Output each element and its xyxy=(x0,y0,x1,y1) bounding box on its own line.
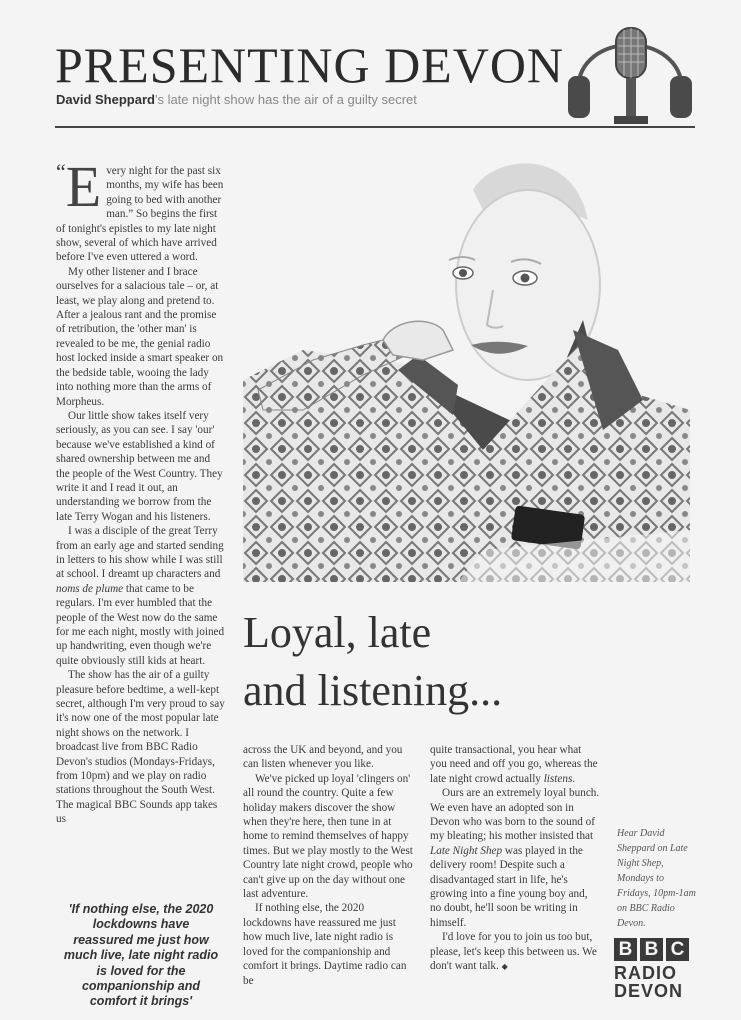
paragraph-text: was played in the delivery room! Despite such a disadvantaged start in life, he's growing into a fine young boy and, no doubt, he'll soon be writing in himself. xyxy=(430,844,588,929)
italic-text: Late Night Shep xyxy=(430,844,503,857)
standfirst-text: 's late night show has the air of a guilty secret xyxy=(154,92,417,107)
italic-text: noms de plume xyxy=(56,582,124,595)
drop-cap-group xyxy=(56,154,102,219)
drop-cap: E xyxy=(65,154,102,219)
bbc-block-letter: B xyxy=(614,938,637,961)
article-column-3 xyxy=(430,743,600,975)
article-paragraph xyxy=(430,743,600,786)
article-paragraph xyxy=(430,930,600,974)
headphones-microphone-icon xyxy=(566,10,694,128)
paragraph-text: very night for the past six months, my wife has been going to bed with another man.” So begins the first of tonight's epistles to my late night show, several of which have arrived before I've even uttered a word. xyxy=(56,165,224,264)
page-title: PRESENTING DEVON xyxy=(55,37,565,93)
bbc-radio-devon-logo xyxy=(614,938,694,1000)
paragraph-text: I was a disciple of the great Terry from an early age and started sending in letters to his show while I was still at school. I dreamt up characters and xyxy=(56,525,224,581)
paragraph-text: that came to be regulars. I'm ever humbled that the people of the West now do the same for me each night, mostly with joined up handwriting, even though we're quite obviously still kids at heart. xyxy=(56,582,225,667)
paragraph-text: . xyxy=(572,772,576,785)
article-paragraph: Our little show takes itself very seriously, as you can see. I say 'our' because we've established a kind of shared ownership between me and the people of the West Country. They write it and I read it out, an understanding we borrow from the late Terry Wogan and his listeners. xyxy=(56,409,223,523)
standfirst xyxy=(56,92,417,107)
presenter-photo xyxy=(243,150,690,582)
bbc-block-letter: C xyxy=(666,938,689,961)
article-paragraph xyxy=(430,786,600,930)
headline-line-2: and listening... xyxy=(243,666,503,715)
article-paragraph: The show has the air of a guilty pleasure before bedtime, a well-kept secret, although I'm very proud to say it's now one of the most popular late night shows on the network. I broadcast live from BBC Radio Devon's studios (Mondays-Fridays, from 10pm) and we play on radio stations throughout the South West. The magical BBC Sounds app takes us xyxy=(56,669,225,826)
article-paragraph xyxy=(56,524,226,668)
headline-line-1: Loyal, late xyxy=(243,608,432,657)
article-paragraph: My other listener and I brace ourselves for a salacious tale – or, at least, we play along and pretend to. After a jealous rant and the promise of retribution, the 'other man' is revealed to be me, the genial radio host locked inside a smart speaker on the bedside table, wooing the lady into nothing more than the arms of Morpheus. xyxy=(56,265,224,408)
end-mark: ◆ xyxy=(501,962,508,972)
italic-text: listens xyxy=(543,772,573,785)
article-paragraph xyxy=(56,154,226,265)
logo-devon-text: DEVON xyxy=(614,981,684,1001)
paragraph-text: quite transactional, you hear what you need and off you go, whereas the late night crowd actually xyxy=(430,744,598,785)
article-column-2 xyxy=(243,743,413,988)
headline xyxy=(243,604,603,720)
bbc-blocks xyxy=(614,938,694,961)
pull-quote: 'If nothing else, the 2020 lockdowns have reassured me just how much live, late night radio is loved for the companionship and comfort it brings' xyxy=(63,902,219,1009)
photo-caption: Hear David Sheppard on Late Night Shep, Mondays to Fridays, 10pm-1am on BBC Radio Devon. xyxy=(617,828,696,929)
article-paragraph: across the UK and beyond, and you can listen whenever you like. xyxy=(243,744,403,771)
paragraph-text: I'd love for you to join us too but, please, let's keep this between us. We don't want talk. xyxy=(430,931,597,973)
opening-quote-mark: “ xyxy=(56,159,66,184)
article-column-1 xyxy=(56,154,226,827)
author-name: David Sheppard xyxy=(56,92,155,107)
paragraph-text: Ours are an extremely loyal bunch. We even have an adopted son in Devon who was born to the sound of my bleating; his mother insisted that xyxy=(430,787,600,843)
article-paragraph: If nothing else, the 2020 lockdowns have reassured me just how much live, late night radio is loved for the companionship and comfort it brings. Daytime radio can be xyxy=(243,902,407,987)
article-paragraph: We've picked up loyal 'clingers on' all round the country. Quite a few holiday makers discover the show when they're here, then tune in at home to remind themselves of happy times. But we play mostly to the West Country late night crowd, people who can't give up on the day without one last adventure. xyxy=(243,772,413,901)
logo-radio-text: RADIO xyxy=(614,963,677,983)
bbc-block-letter: B xyxy=(640,938,663,961)
